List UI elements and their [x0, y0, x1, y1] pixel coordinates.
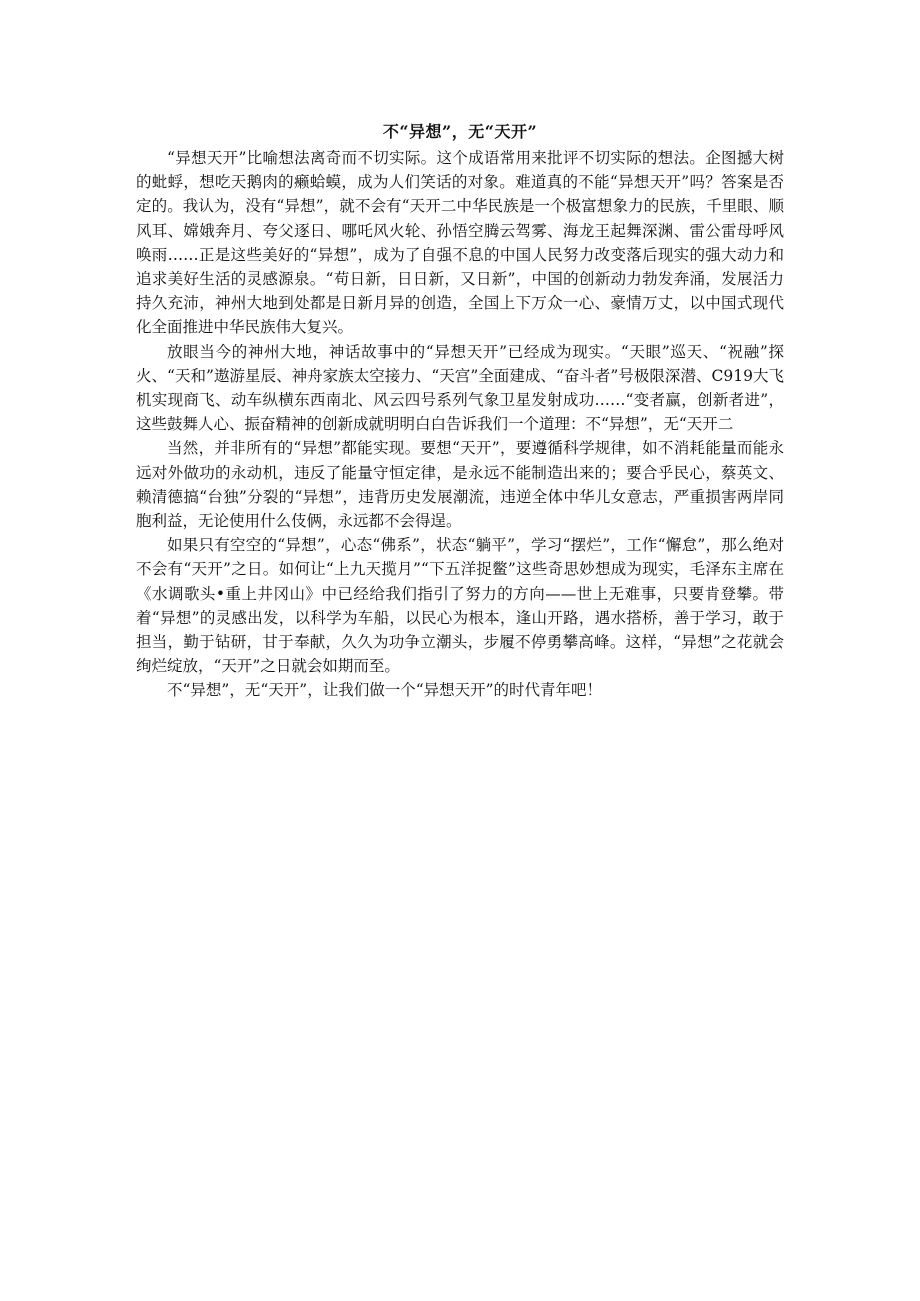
document-body: [136, 118, 784, 703]
paragraph-2: 放眼当今的神州大地，神话故事中的“异想天开”已经成为现实。“天眼”巡天、“祝融”探火、“天和”遨游星辰、神舟家族太空接力、“天宫”全面建成、“奋斗者”号极限深潜、C919大飞机实现商飞、动车纵横东西南北、风云四号系列气象卫星发射成功……“变者赢，创新者进”，这些鼓舞人心、振奋精神的创新成就明明白白告诉我们一个道理：不“异想”，无“天开二: [136, 342, 784, 434]
paragraph-1: “异想天开”比喻想法离奇而不切实际。这个成语常用来批评不切实际的想法。企图撼大树的蚍蜉，想吃天鹅肉的癞蛤蟆，成为人们笑话的对象。难道真的不能“异想天开”吗？答案是否定的。我认为，没有“异想”，就不会有“天开二中华民族是一个极富想象力的民族，千里眼、顺风耳、嫦娥奔月、夸父逐日、哪吒风火轮、孙悟空腾云驾雾、海龙王起舞深渊、雷公雷母呼风唤雨……正是这些美好的“异想”，成为了自强不息的中国人民努力改变落后现实的强大动力和追求美好生活的灵感源泉。“苟日新，日日新，又日新”，中国的创新动力勃发奔涌，发展活力持久充沛，神州大地到处都是日新月异的创造，全国上下万众一心、豪情万丈，以中国式现代化全面推进中华民族伟大复兴。: [136, 149, 784, 337]
paragraph-3: 当然，并非所有的“异想”都能实现。要想“天开”，要遵循科学规律，如不消耗能量而能永远对外做功的永动机，违反了能量守恒定律，是永远不能制造出来的；要合乎民心，蔡英文、赖清德搞“台独”分裂的“异想”，违背历史发展潮流，违逆全体中华儿女意志，严重损害两岸同胞利益，无论使用什么伎俩，永远都不会得逞。: [136, 439, 784, 531]
document-title: 不“异想”，无“天开”: [382, 122, 538, 141]
paragraph-5: 不“异想”，无“天开”，让我们做一个“异想天开”的时代青年吧！: [167, 681, 603, 700]
paragraph-4: 如果只有空空的“异想”，心态“佛系”，状态“躺平”，学习“摆烂”，工作“懈怠”，那么绝对不会有“天开”之日。如何让“上九天揽月”“下五洋捉鳖”这些奇思妙想成为现实，毛泽东主席在《水调歌头•重上井冈山》中已经给我们指引了努力的方向——世上无难事，只要肯登攀。带着“异想”的灵感出发，以科学为车船，以民心为根本，逢山开路，遇水搭桥，善于学习，敢于担当，勤于钻研，甘于奉献，久久为功争立潮头，步履不停勇攀高峰。这样，“异想”之花就会绚烂绽放，“天开”之日就会如期而至。: [136, 536, 784, 676]
